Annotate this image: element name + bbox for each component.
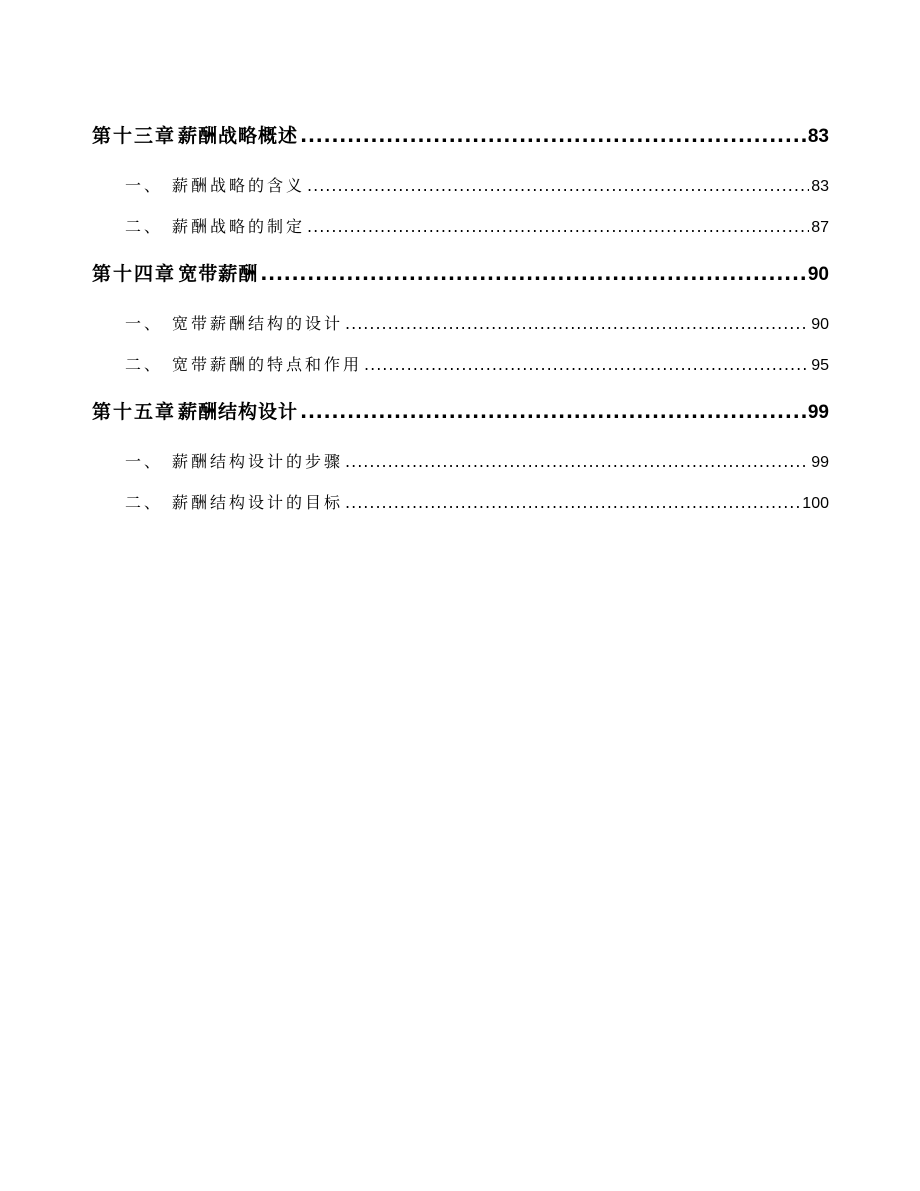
section-number: 二、 bbox=[125, 493, 164, 512]
toc-chapter-entry[interactable] bbox=[92, 256, 829, 300]
section-page-number: 87 bbox=[811, 219, 829, 236]
toc-section-entry[interactable] bbox=[92, 485, 829, 526]
chapter-page-number: 99 bbox=[807, 402, 829, 423]
table-of-contents bbox=[92, 118, 829, 526]
chapter-title: 薪酬战略概述 bbox=[178, 125, 299, 147]
toc-chapter-entry[interactable] bbox=[92, 394, 829, 438]
dot-leader bbox=[307, 168, 809, 204]
chapter-label: 第十五章 bbox=[92, 401, 177, 423]
section-page-number: 83 bbox=[811, 178, 829, 195]
section-number: 二、 bbox=[125, 217, 164, 236]
dot-leader bbox=[300, 118, 806, 154]
section-number: 一、 bbox=[125, 314, 164, 333]
section-title: 薪酬结构设计的目标 bbox=[172, 493, 344, 512]
section-title: 宽带薪酬的特点和作用 bbox=[172, 355, 363, 374]
dot-leader bbox=[300, 394, 806, 430]
section-title: 薪酬结构设计的步骤 bbox=[172, 452, 344, 471]
toc-section-entry[interactable] bbox=[92, 444, 829, 485]
chapter-page-number: 90 bbox=[807, 264, 829, 285]
toc-section-entry[interactable] bbox=[92, 168, 829, 209]
chapter-label: 第十三章 bbox=[92, 125, 177, 147]
section-page-number: 99 bbox=[811, 454, 829, 471]
toc-section-entry[interactable] bbox=[92, 209, 829, 250]
dot-leader bbox=[364, 347, 809, 383]
chapter-title: 宽带薪酬 bbox=[178, 263, 259, 285]
section-page-number: 95 bbox=[811, 357, 829, 374]
chapter-label: 第十四章 bbox=[92, 263, 177, 285]
section-number: 一、 bbox=[125, 176, 164, 195]
section-title: 薪酬战略的制定 bbox=[172, 217, 306, 236]
toc-section-entry[interactable] bbox=[92, 306, 829, 347]
section-title: 薪酬战略的含义 bbox=[172, 176, 306, 195]
chapter-title: 薪酬结构设计 bbox=[178, 401, 299, 423]
dot-leader bbox=[345, 485, 800, 521]
dot-leader bbox=[307, 209, 809, 245]
dot-leader bbox=[345, 306, 809, 342]
section-number: 二、 bbox=[125, 355, 164, 374]
dot-leader bbox=[260, 256, 806, 292]
section-page-number: 90 bbox=[811, 316, 829, 333]
section-number: 一、 bbox=[125, 452, 164, 471]
section-page-number: 100 bbox=[802, 495, 829, 512]
section-title: 宽带薪酬结构的设计 bbox=[172, 314, 344, 333]
toc-chapter-entry[interactable] bbox=[92, 118, 829, 162]
chapter-page-number: 83 bbox=[807, 126, 829, 147]
dot-leader bbox=[345, 444, 809, 480]
toc-section-entry[interactable] bbox=[92, 347, 829, 388]
